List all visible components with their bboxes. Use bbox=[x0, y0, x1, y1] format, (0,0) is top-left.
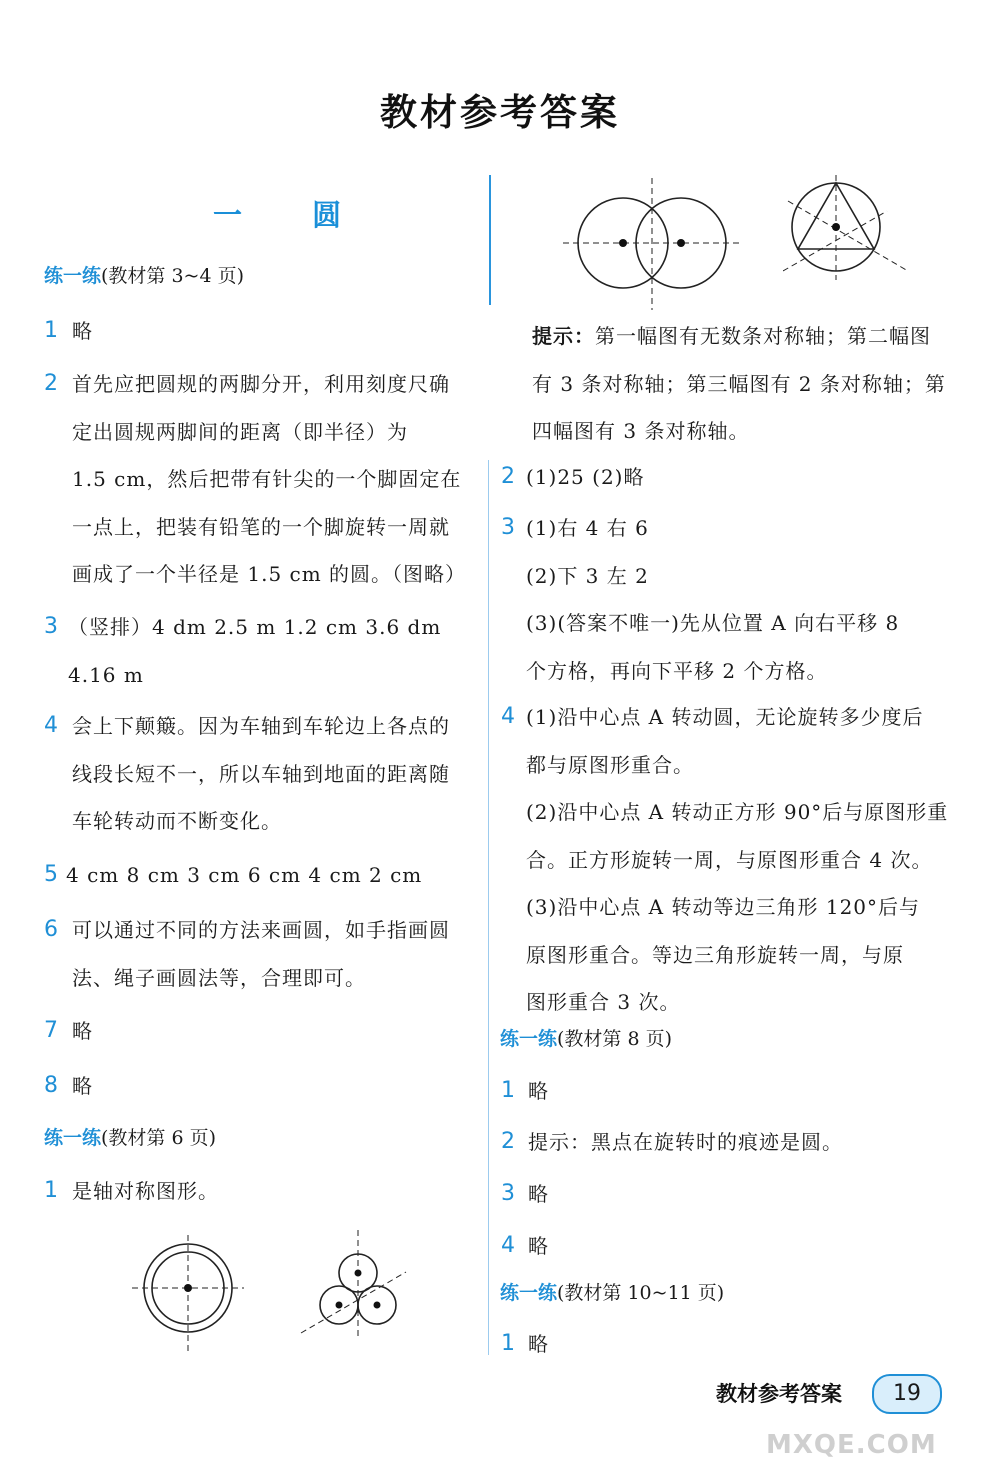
section-heading bbox=[44, 264, 244, 288]
two-circles-figure bbox=[563, 178, 743, 310]
question-number: 2 bbox=[501, 1129, 515, 1154]
question-number: 2 bbox=[44, 371, 58, 396]
answer-text: (1)右 4 右 6 (2)下 3 左 2 (3)(答案不唯一)先从位置 A 向右平移 8 个方格，再向下平移 2 个方格。 bbox=[526, 516, 900, 683]
section-ref: (教材第 3~4 页) bbox=[101, 265, 245, 287]
question-number: 7 bbox=[44, 1018, 58, 1043]
answer-text: 提示：黑点在旋转时的痕迹是圆。 bbox=[528, 1130, 843, 1154]
question-number: 3 bbox=[44, 614, 58, 639]
three-circles-figure bbox=[296, 1230, 416, 1340]
question-number: 5 bbox=[44, 862, 58, 887]
hint-block: 提示：第一幅图有无数条对称轴；第二幅图 有 3 条对称轴；第三幅图有 2 条对称轴；第 四幅图有 3 条对称轴。 bbox=[532, 324, 946, 443]
section-keyword: 练一练 bbox=[500, 1028, 558, 1050]
question-number: 1 bbox=[501, 1078, 515, 1103]
section-ref: (教材第 10~11 页) bbox=[557, 1282, 725, 1304]
question-number: 1 bbox=[44, 1178, 58, 1203]
answer-text: 会上下颠簸。因为车轴到车轮边上各点的 线段长短不一，所以车轴到地面的距离随 车轮转动而不断变化。 bbox=[72, 714, 450, 833]
answer-text: 可以通过不同的方法来画圆，如手指画圆 法、绳子画圆法等，合理即可。 bbox=[72, 918, 450, 990]
chapter-heading: 一 圆 bbox=[213, 198, 372, 232]
answer-text: （竖排）4 dm 2.5 m 1.2 cm 3.6 dm 4.16 m bbox=[68, 615, 442, 687]
section-keyword: 练一练 bbox=[44, 1127, 102, 1149]
answer-text: 略 bbox=[528, 1079, 549, 1103]
section-heading bbox=[44, 1126, 216, 1150]
section-keyword: 练一练 bbox=[500, 1282, 558, 1304]
concentric-circles-figure bbox=[128, 1235, 248, 1355]
answer-text: (1)沿中心点 A 转动圆，无论旋转多少度后 都与原图形重合。 (2)沿中心点 A 转动正方形 90°后与原图形重 合。正方形旋转一周，与原图形重合 4 次。 (3)沿中心点 A 转动等边三角形 120°后与 原图形重合。等边三角形旋转一周，与原 图形重合 3 次。 bbox=[526, 705, 949, 1014]
section-keyword: 练一练 bbox=[44, 265, 102, 287]
answer-text: 首先应把圆规的两脚分开，利用刻度尺确 定出圆规两脚间的距离（即半径）为 1.5 cm，然后把带有针尖的一个脚固定在 一点上，把装有铅笔的一个脚旋转一周就 画成了一个半径是 1.5 cm 的圆。（图略） bbox=[72, 372, 467, 586]
question-number: 1 bbox=[44, 318, 58, 343]
question-number: 4 bbox=[501, 704, 515, 729]
answer-text: 是轴对称图形。 bbox=[72, 1179, 219, 1203]
answer-text: 4 cm 8 cm 3 cm 6 cm 4 cm 2 cm bbox=[66, 863, 423, 887]
triangle-in-circle-figure bbox=[783, 175, 913, 285]
question-number: 2 bbox=[501, 464, 515, 489]
answer-text: 略 bbox=[72, 1019, 93, 1043]
section-heading bbox=[500, 1281, 724, 1305]
question-number: 3 bbox=[501, 515, 515, 540]
section-heading bbox=[500, 1027, 672, 1051]
section-ref: (教材第 8 页) bbox=[557, 1028, 673, 1050]
answer-text: 略 bbox=[528, 1332, 549, 1356]
question-number: 4 bbox=[44, 713, 58, 738]
column-divider-top bbox=[489, 175, 491, 305]
watermark: MXQE.COM bbox=[766, 1430, 937, 1460]
hint-label: 提示： bbox=[532, 324, 595, 348]
question-number: 8 bbox=[44, 1073, 58, 1098]
answer-text: 略 bbox=[528, 1182, 549, 1206]
answer-text: 略 bbox=[72, 319, 93, 343]
answer-text: 略 bbox=[72, 1074, 93, 1098]
section-ref: (教材第 6 页) bbox=[101, 1127, 217, 1149]
footer-label: 教材参考答案 bbox=[716, 1382, 842, 1406]
question-number: 1 bbox=[501, 1331, 515, 1356]
page-number: 19 bbox=[872, 1374, 942, 1414]
column-divider bbox=[488, 460, 489, 1355]
answer-text: 略 bbox=[528, 1234, 549, 1258]
answer-text: (1)25 (2)略 bbox=[526, 465, 645, 489]
question-number: 3 bbox=[501, 1181, 515, 1206]
question-number: 6 bbox=[44, 917, 58, 942]
question-number: 4 bbox=[501, 1233, 515, 1258]
page-title: 教材参考答案 bbox=[380, 91, 620, 134]
